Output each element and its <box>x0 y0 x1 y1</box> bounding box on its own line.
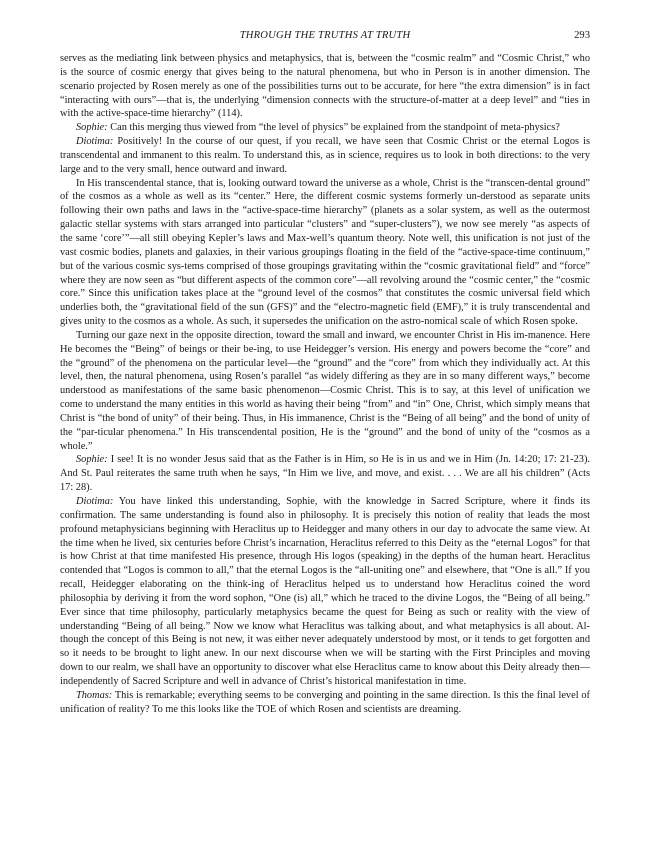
paragraph-text: serves as the mediating link between physics and metaphysics, that is, between the “cosmic realm” and “Cosmic Christ,” who is the source of cosmic energy that gives being to the natural phenomena, but who in Person is in another dimension. The scenario projected by Rosen merely as one of the possibilities turns out to be accurate, for here “the extra dimension” is in fact “interacting with ours”—that is, the underlying “dimension connects with the structure-of-matter at a deep level” and “ties in with the active-space-time hierarchy” (114). <box>60 53 590 120</box>
paragraph-text: You have linked this understanding, Sophie, with the knowledge in Sacred Scripture, where it finds its confirmation. The same understanding is found also in philosophy. It is precisely this notion of reality that leads the most profound metaphysicians beginning with Heraclitus up to Heidegger and many others in our day to advocate the same view. At the time when he lived, six centuries before Christ’s incarnation, Heraclitus referred to this Deity as the “eternal Logos” for that is how Christ at that time manifested His presence, through His logos (speaking) in the depths of the human heart. Heraclitus contended that “Logos is common to all,” that the eternal Logos is the “all-uniting one” and elsewhere, that “One is all.” If you recall, Heidegger elaborating on the think-ing of Heraclitus helped us to understand how Heraclitus coined the word philosophia by deriving it from the word sophon, “One (is) all,” which he traced to the divine Logos, the “Being of all being.” Ever since that time philosophy, particularly metaphysics became the quest for Being as such or reality with the view of understanding “Being of all being.” Now we know what Heraclitus was talking about, and what metaphysics is all about. Al-though the concept of this Being is not new, it was either never adequately understood by most, or it tends to get forgotten and so it needs to be brought to light anew. In our next discourse when we will be starting with the First Principles and moving down to our realm, we shall have an opportunity to discover what else Heraclitus came to know about this Deity already then—independently of Sacred Scripture and well in advance of Christ’s historical manifestation in time. <box>60 496 590 687</box>
paragraph-text: I see! It is no wonder Jesus said that as the Father is in Him, so He is in us and we in Him (Jn. 14:20; 17: 21-23). And St. Paul reiterates the same truth when he says, “In Him we live, and move, and exist. . . . We are all his children” (Acts 17: 28). <box>60 454 591 494</box>
running-title: THROUGH THE TRUTHS AT TRUTH <box>239 30 411 41</box>
paragraph-2 <box>60 121 590 135</box>
running-header <box>60 30 590 46</box>
paragraph-text: In His transcendental stance, that is, looking outward toward the universe as a whole, Christ is the “transcen-dental ground” of the cosmos as a whole as well as its “center.” Here, the different cosmic systems formerly un-derstood as separate units following their own paths and laws in the “active-space-time hierarchy” (planets as a solar system, as well as the outermost galactic stellar systems with stars arranged into particular “clusters” and “super-clusters”), we now see merely “as aspects of the same ‘core’”—all still obeying Kepler’s laws and Max-well’s quantum theory. Note well, this unification is not just of the vast cosmic bodies, planets and galaxies, in their various groupings floating in the field of the “active-space-time continuum,” but of the various cosmic sys-tems comprised of those groupings gravitating within the “cosmic gravitational field” and “force” where they are now seen as “but different aspects of the common core”—all revolving around the “cosmic center,” the “cosmic core.” Since this unification takes place at the “ground level of the cosmos” that constitutes the cosmic universal field which underlies both, the “gravitational field of the sun (GFS)” and the “electro-magnetic field (EMF),” it is truly transcendental and gives unity to the cosmos as a whole. As such, it supersedes the unification on the astro-nomical scale of which Rosen spoke. <box>60 177 590 328</box>
paragraph-text: Turning our gaze next in the opposite direction, toward the small and inward, we encounter Christ in His im-manence. Here He becomes the “Being” of beings or their be-ing, to use Heidegger’s version. His energy and powers become the “core” and the “ground” of the phenomena on the particular level—the “ground” and the “core” from which they individually act. At this level, then, the natural phenomena, using Rosen’s parallel “as widely differing as they are in so many different ways,” become understood as manifestations of the same basic phenomenon—Cosmic Christ. This is to say, at this level of unification we come to understand the many entities in this world as having their being “from” and “in” One, Christ, which simply means that Christ is “the bond of unity” of their being. Thus, in His immanence, Christ is the “Being of all being” and the bond of unity of the “par-ticular phenomena.” In His transcendental position, He is the “ground” and the bond of unity of the “cosmos as a whole.” <box>60 329 590 452</box>
paragraph-1 <box>60 52 590 121</box>
paragraph-7 <box>60 495 590 689</box>
speaker-label: Diotima: <box>76 496 114 507</box>
paragraph-3 <box>60 135 590 177</box>
speaker-label: Sophie: <box>76 454 108 466</box>
speaker-label: Thomas: <box>76 689 113 701</box>
paragraph-text: Can this merging thus viewed from “the level of physics” be explained from the standpoint of meta-physics? <box>110 122 560 134</box>
speaker-label: Diotima: <box>76 136 114 148</box>
page-body <box>60 52 590 717</box>
paragraph-6 <box>60 453 590 495</box>
page-number: 293 <box>574 30 590 41</box>
paragraph-5 <box>60 329 590 454</box>
paragraph-8 <box>60 689 590 717</box>
paragraph-4 <box>60 177 590 329</box>
speaker-label: Sophie: <box>76 122 108 134</box>
paragraph-text: Positively! In the course of our quest, if you recall, we have seen that Cosmic Christ or the eternal Logos is transcendental and immanent to this realm. To understand this, as in science, requires us to look in both directions: to the very large and to the very small, hence outward and inward. <box>60 136 590 175</box>
paragraph-text: This is remarkable; everything seems to be converging and pointing in the same direction. Is this the final level of unification of reality? To me this looks like the TOE of which Rosen and scientists are dreaming. <box>60 689 590 715</box>
